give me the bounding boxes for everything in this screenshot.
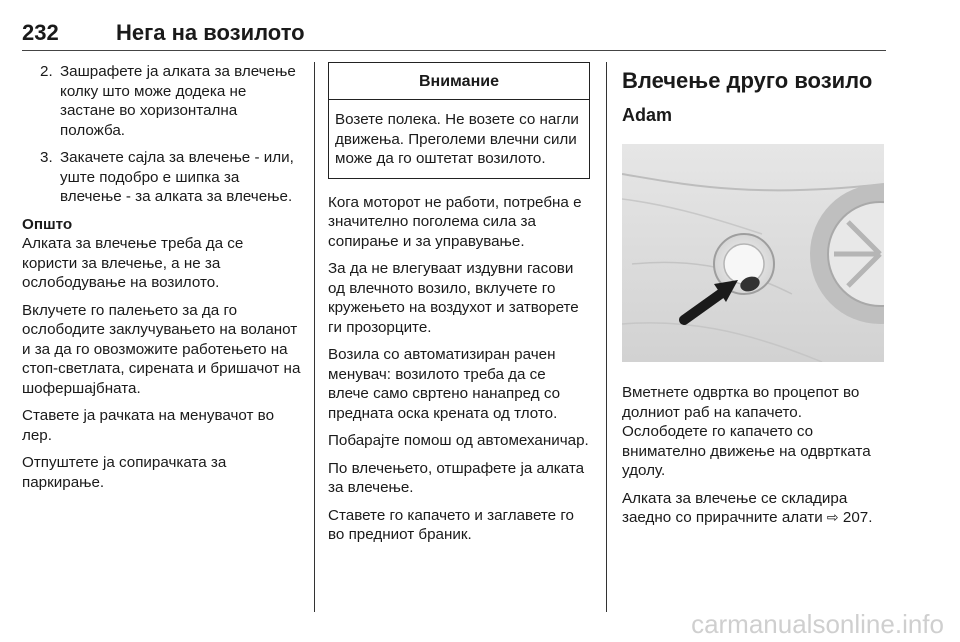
step-number: 3.	[40, 149, 53, 166]
paragraph: За да не влегуваат издувни гасови од влечното возило, вклучете го кружењето на воздухот и затворете ги прозорците.	[328, 260, 579, 336]
column-divider	[314, 62, 315, 612]
paragraph: Ставете ја рачката на менувачот во лер.	[22, 407, 275, 444]
warning-title: Внимание	[329, 63, 589, 100]
page-number: 232	[22, 20, 59, 45]
chapter-title: Нега на возилото	[116, 20, 305, 45]
section-title: Влечење друго возило	[622, 68, 873, 93]
column-middle	[328, 62, 590, 553]
paragraph: Вметнете одвртка во процепот во долниот раб на капачето. Ослободете го капачето со внимателно движење на одвртката удолу.	[622, 384, 871, 479]
step-text: Зашрафете ја алката за влечење колку што може додека не застане во хоризонтална положба.	[60, 63, 296, 139]
paragraph: Алката за влечење треба да се користи за влечење, а не за ослободување на возилото.	[22, 235, 244, 291]
paragraph: Побарајте помош од автомеханичар.	[328, 432, 589, 449]
warning-text: Возете полека. Не возете со нагли движења. Преголеми влечни сили може да го оштетат возилото.	[335, 111, 579, 167]
column-left	[22, 62, 302, 500]
column-right	[622, 62, 890, 536]
step-number: 2.	[40, 63, 53, 80]
step-item	[22, 148, 302, 207]
paragraph: Возила со автоматизиран рачен менувач: возилото треба да се влече само свртено нанапред со предната оска кренатa од тлото.	[328, 346, 561, 422]
reference-page[interactable]: 207.	[842, 509, 873, 526]
step-text: Закачете сајла за влечење - или, уште подобро е шипка за влечење - за алката за влечење.	[60, 149, 294, 205]
paragraph: По влечењето, отшрафете ја алката за влечење.	[328, 459, 585, 496]
reference-text: Алката за влечење се складира заедно со прирачните алати	[622, 489, 848, 526]
step-item	[22, 62, 302, 140]
steps-list	[22, 62, 302, 207]
warning-box	[328, 62, 590, 179]
paragraph: Вклучете го палењето за да го ослободите заклучувањето на воланот и за да го овозможите работењето на стоп-светлата, сирената и бришачот на шофершајбната.	[22, 301, 301, 397]
column-divider	[606, 62, 607, 612]
tow-eye-cover-illustration	[622, 144, 884, 362]
page-header	[22, 14, 886, 51]
watermark: carmanualsonline.info	[691, 609, 944, 639]
paragraph: Отпуштете ја сопирачката за паркирање.	[22, 454, 227, 491]
paragraph: Кога моторот не работи, потребна е значително поголема сила за сопирање и за управување.	[328, 193, 582, 250]
subsection-title: Adam	[622, 105, 673, 125]
paragraph-with-reference	[622, 489, 890, 528]
paragraph: Ставете го капачето и заглавете го во предниот браник.	[328, 506, 575, 543]
page-reference-icon: ⇨	[826, 509, 839, 525]
subheading-general: Општо	[22, 215, 73, 233]
